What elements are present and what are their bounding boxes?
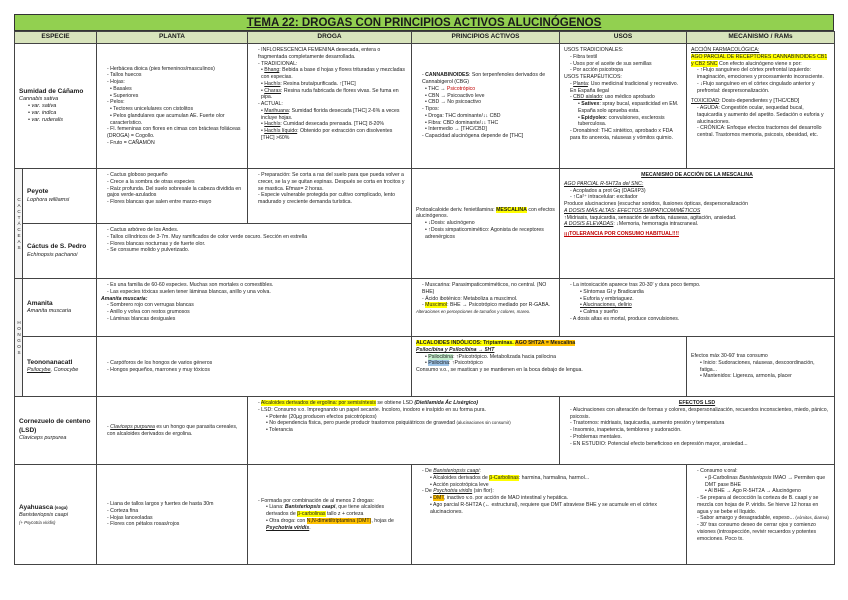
list-item [578,115,682,129]
list-item: • Potente (20µg producen efectos psicotrópicos) [266,414,555,421]
pa-ayahuasca [412,465,687,565]
planta-sanpedro [97,224,412,279]
especie-name-line [19,504,92,512]
usos-cornezuelo [560,397,835,465]
text: Liana: [269,504,285,511]
highlight: DMT [433,495,444,501]
drug-table [14,31,835,565]
text: (Dietilamida Ác Lisérgico) [414,400,479,406]
text: Psychotria viridis [433,488,473,495]
list-item: - Formada por combinación de al menos 2 drogas: [258,498,407,505]
text: : Resina bruta/purificada. ↑[THC] [280,80,356,87]
list-item: - Las especies tóxicas suelen tener láminas blancas, anillo y una volva. [107,289,407,296]
list-item: • Alucinaciones, delirio [580,302,830,309]
list-item: - EN ESTUDIO: Potencial efecto beneficioso en depresión mayor, ansiedad... [570,441,830,448]
list-item [425,86,555,93]
term: A DOSIS ELEVADAS [564,221,614,228]
text: : Sumidad florida desecada [THC] 2-6% a veces incluye hojas. [261,107,400,121]
planta-peyote [97,169,248,224]
text: No dependencia física, pero puede producir trastornos psiquiátricos de gravedad [269,420,455,427]
list-item: - Tallos huecos [107,72,243,79]
text: THC → [428,85,447,92]
list-item: • Euforia y embriaguez. [580,296,830,303]
text: Efectos máx 30-60' tras consumo [691,353,768,359]
list-item: - Corteza fina [107,508,243,515]
list-item: - CRÓNICA: Enfoque efectos tractornos del desarrollo central. Trastornos memoria, psicosis, obesidad, etc. [697,125,830,139]
text: es un hongo que parasita cereales, con alcaloides derivados de ergolina. [107,423,238,437]
list-item: - Liana de tallos largos y fuertes de hasta 30m [107,501,243,508]
text: , inactivo v.o. por acción de MAO intestinal y hepática. [443,495,569,501]
text: : spray bucal, espasticidad en EM. España solo aprueba esta. [578,101,679,114]
header-row [15,32,835,44]
list-item: - Alucinaciones con alteración de formas y colores, despersonalización, recuerdos inconscientes, miedo, pánico, psicosis. [570,407,830,421]
text: se obtiene LSD [375,400,415,406]
term: CBD aislado [573,94,603,101]
text: (sin flor): [472,488,494,495]
header-droga: DROGA [248,32,412,44]
text: : Obtenido por extracción con disolventes [THC] >60% [261,128,393,141]
list-item: - TRADICIONAL: [258,61,407,68]
highlight: ALCALOIDES INDÓLICOS: Triptaminas. [416,340,515,346]
text: : ↑Psicotrópico. Metabolizada hacia psilocina [453,353,557,360]
text: , Conocybe [50,367,79,374]
note: (vómitos, diarrea) [795,515,829,521]
droga-canamo [248,44,412,169]
list-item: - Cactus arbóreo de los Andes. [107,227,407,234]
list-item [261,108,407,122]
text: No psicoactivo [447,99,482,106]
pa-cornezuelo [248,397,560,465]
section-label: ACCIÓN FARMACOLÓGICA: [691,47,760,53]
list-item: - INFLORESCENCIA FEMENINA desecada, entera o fragmentada completamente desarrollada. [258,47,407,61]
term: Planta [573,80,588,87]
list-item: - Anillo y volva con restos grumosos [107,309,407,316]
highlight: Psilocina [428,360,450,367]
list-item: - Flores blancas que salen entre marzo-mayo [107,199,243,206]
list-item [261,81,407,88]
list-item: - Tipos: [422,106,555,113]
text: Banisteriopsis [739,474,772,481]
highlight: MESCALINA [496,206,527,213]
list-item: - ↑Ca²⁺ intracelular: excitador [570,194,830,201]
header-usos: USOS [560,32,687,44]
list-item [425,93,555,100]
warning: ¡¡¡TOLERANCIA POR CONSUMO HABITUAL!!!! [564,231,679,237]
text: Produce alucinaciones (escuchar sonidos, ilusiones ópticas, despersonalización [564,201,748,207]
note: Alteraciones en percepciones de tamaños y colores, mareo. [416,309,531,314]
list-item: - Fibra textil [570,54,682,61]
list-item: - LSD: Consumo v.o. Impregnando un papel secante. Incoloro, inodoro e insípido en su forma pura. [258,407,555,414]
list-item [422,302,555,309]
text: De [425,468,434,474]
section-label: USOS TRADICIONALES: [564,47,624,53]
row-canamo [15,44,835,169]
highlight: β-carbolinas [297,511,326,518]
highlight: Alcaloides derivados de ergolina: por semisíntesis [260,400,376,406]
var-item: • var. ruderalis [28,117,92,124]
list-item: - Crece a la sombra de otras especies [107,179,243,186]
list-item: - Fruto = CAÑAMÓN [107,140,243,147]
group-cactaceas: CACTÁCEAS [15,169,23,279]
list-item: • Intermedio → [THC/CBD] [425,126,555,133]
planta-canamo [97,44,248,169]
text: : Dosis-dependientes y [THC/CBD] [719,98,800,105]
planta-ayahuasca [97,465,248,565]
especie-sanpedro [23,224,97,279]
term: Hachís líquido [264,128,298,134]
list-item [261,88,407,102]
list-item: • Pelos glandulares que acumulan AE. Fuerte olor característico. [110,113,243,127]
mec-mescalina [560,169,835,279]
list-item: • Fibra: CBD dominante/↓↓ THC [425,120,555,127]
text: Con efecto alucinógeno viene x por: [717,60,802,67]
text: Psilocibina y Psilocibina → 5HT [416,346,495,353]
especie-cornezuelo [15,397,97,465]
especie-peyote [23,169,97,224]
text: , hojas de [371,517,394,524]
list-item: - ↓Flujo sanguíneo en el córtex cingulado anterior y prefrontal: desprersonalización. [697,81,830,95]
especie-sci: Cannabis sativa [19,95,59,102]
list-item [107,424,243,438]
list-item: - Es una familia de 60-60 especies. Muchas son mortales o comestibles. [107,282,407,289]
text: : Cumidad desecada prensada. [THC] 8-20% [280,121,384,128]
especie-sci: Amanita muscaria [27,308,72,315]
mec-teonanacatl [687,337,835,397]
term: Claviceps purpurea [110,423,155,430]
list-item: - 30' tras consumo deseo de cerrar ojos y comienzo visiones (introspección, revivir recuerdos y potentes emociones. Poco tx. [697,522,830,542]
text: Sabor amargo y desagradable, espeso... [700,515,794,522]
term: CANNABINOIDES [425,72,469,79]
list-item [425,354,682,361]
list-item: - Capacidad alucinógena depende de [THC] [422,133,555,140]
text: Banisteriopsis caapi [433,468,480,474]
list-item: • Ago parcial R-5HT2A (← estructural), requiere que DMT atraviese BHE y se acumule en el córtex alucinaciones. [430,502,682,516]
list-item: - AGUDA: Congestión ocular, sequedad bucal, taquicardia y aumento del apetito. Sedación o euforia y alucinaciones. [697,105,830,125]
especie-name: Cáctus de S. Pedro [27,243,87,251]
list-item: - Ácido iboténico: Metaboliza a muscimol. [422,296,555,303]
especie-name: Ayahuasca [19,503,54,511]
list-item: • Acción psicotrópica leve [430,482,682,489]
list-item [261,67,407,81]
header-principios: PRINCIPIOS ACTIVOS [412,32,560,44]
planta-teonanacatl [97,337,412,397]
list-item [266,504,407,518]
especie-name: (LSD) [19,426,37,434]
text: : Bebida a base d hojas y flores trituradas y mezcladas con especias. [261,67,405,80]
especie-sci: (+ Psycotria viridis) [19,519,56,525]
list-item: - Sombrero rojo con verrugas blancas [107,302,407,309]
especie-teonanacatl [23,337,97,397]
list-item: • Droga: THC dominante/↓↓ CBD [425,113,555,120]
list-item [705,475,830,489]
pa-amanita [412,279,560,337]
text: Psicotrópico [446,85,476,92]
row-cornezuelo [15,397,835,465]
list-item: • Tectores unicelulares con cistolitos [110,106,243,113]
list-item: - Problemas mentales. [570,434,830,441]
list-item [430,475,682,482]
especie-sci: Banisteriopsis caapi [19,512,68,519]
list-item: - ↑Flujo sanguíneo del córtex prefrontal izquierdo: imaginación, emociones y procesamiento inconsciente. [697,67,830,81]
highlight: AGO PARCIAL DE RECEPTORES CANNABINOIDES CB1 y CB2 SNC [691,53,828,67]
list-item: - Láminas blancas desiguales [107,316,407,323]
term: Epidyolex [581,114,606,121]
planta-cornezuelo [97,397,248,465]
highlight: AGO 5HT2A = Mescalina [514,340,576,346]
list-item: • Superiores [110,93,243,100]
pa-text [416,207,555,221]
mec-canamo [687,44,835,169]
section-label: MECANISMO DE ACCIÓN DE LA MESCALINA [641,172,753,178]
text: : convulsiones, esclerosis tuberculosa. [578,114,665,128]
list-item: • Síntomas GI y Bradicardia [580,289,830,296]
especie-name: Peyote [27,188,49,196]
list-item: - Acoplados a prot Gq (DAG/IP3) [570,188,830,195]
tag: (soga) [54,504,68,510]
text: : BHE → Psicotrópico mediado por R-GABA. [447,302,551,309]
list-item: - Trastornos: midriasis, taquicardia, aumento presión y temperatura [570,420,830,427]
list-item: - Herbácea dioica (pies femeninos/masculinos) [107,66,243,73]
list-item: - Se consume molido y pulverizado. [107,247,407,254]
term: TOXICIDAD [691,98,720,105]
section-label: A DOSIS MÁS ALTAS: EFECTOS SIMPATICOMIMÉTICOS [564,207,701,214]
section-label: Amanita muscaria: [101,295,148,302]
list-item: - Fl. femeninas con flores en cimas con brácteas foliáceas (DROGA) = Cogollo. [107,126,243,140]
var-item: • var. sativa [28,103,92,110]
text: , que tiene alcaloides derivados de [266,504,385,518]
droga-ayahuasca [248,465,412,565]
list-item: - A dosis altas es mortal, produce convulsiones. [570,316,830,323]
var-item: • var. indica [28,110,92,117]
list-item: - Flores blancas nocturnas y de fuerte olor. [107,241,407,248]
list-item: • Mantenidos: Ligereza, armonía, placer [700,373,830,380]
term: Hachís [264,121,281,128]
text: IMAO → Permiten que DMT pase BHE [705,474,826,488]
term: Sativex [581,101,600,107]
list-item: - ACTUAL: [258,101,407,108]
mec-text [691,54,830,68]
term: Charas [264,87,281,94]
list-item: - Flores con pétalos rosas/rojos [107,521,243,528]
group-hongos: HONGOS [15,279,23,397]
text: Psychotria viridis [266,524,310,531]
text: : [479,468,481,474]
usos-amanita [560,279,835,337]
list-item: - Se prepara al decocción la corteza de B. caapi y se mezcla con hojas de P. viridis. Se hierve 12 horas en agua y se bebe el líquido. [697,495,830,515]
header-mecanismo: MECANISMO / RAMs [687,32,835,44]
text: con efectos alucinógenos. [416,206,555,220]
page-title: TEMA 22: DROGAS CON PRINCIPIOS ACTIVOS ALUCINÓGENOS [14,14,834,31]
text: CBN → [428,92,448,99]
especie-name: Teononanacatl [27,358,73,366]
especie-sci: Echinopsis pachanoi [27,251,78,258]
text: β-Carbolinas [708,474,740,481]
text: : Son terpenfenoles derivados de Cannabigerol (CBG) [422,72,546,85]
row-teonanacatl [15,337,835,397]
especie-amanita [23,279,97,337]
list-item: - Tallos cilíndricos de 3-7m. Muy ramificados de color verde oscuro. Sección en estrella [107,234,407,241]
list-item [261,121,407,128]
list-item [425,99,555,106]
pa-teonanacatl [412,337,687,397]
list-item: - Hongos pequeños, marrones y muy tóxicos [107,367,407,374]
text: Banisteriopsis caapi [284,504,336,511]
text: Psicoactivo leve [447,92,485,99]
especie-canamo [15,44,97,169]
list-item [697,515,830,522]
list-item: - Usos por el aceite de sus semillas [570,61,682,68]
list-item: - Hojas lanceoladas [107,515,243,522]
list-item [422,72,555,86]
especie-sci [27,367,92,374]
text: Psilocybe [27,367,51,374]
tox-line [691,98,830,105]
list-item: - Insomnio, inapetencia, temblores y sudoración. [570,427,830,434]
highlight: N,N-dimetiltriptamina (DMT) [306,517,372,524]
list-item: - Carpóforos de los hongos de varios géneros [107,360,407,367]
pa-title [416,340,682,347]
list-item [422,468,682,475]
row-peyote [15,169,835,224]
especie-name: Amanita [27,299,53,307]
text: : uso médico aprobado [602,94,655,101]
list-item: - Muscarina: Parasimpaticomiméticos, no central. (NO BHE) [422,282,555,296]
header-especie: ESPECIE [15,32,97,44]
text: : Uso medicinal tradicional y recreativo. En España ilegal [570,80,679,94]
section-label: EFECTOS LSD [678,400,716,406]
highlight: Psilocibina [428,353,454,360]
list-item: - Preparación: Se corta a ras del suelo para que pueda volver a crecer, se la y se quitan espinas. Después se corta en trocitos y se mastica. Efmax= 2 horas. [258,172,407,192]
text: Consumo v.o., se mastican y se mantienen en la boca debajo de lengua. [416,367,583,373]
especie-name: Sumidad de Cáñamo [19,87,84,95]
term: Marihuana [264,107,289,114]
text: Alcaloides derivados de [432,474,490,481]
list-item [266,518,407,532]
list-item: • ↓Dosis: alucinógeno [425,220,555,227]
list-item: - Dronabinol: THC sintético, aprobado x FDA para tto anorexia, náuseas y vómitos quimio. [570,128,682,142]
text: . [309,524,311,531]
list-item: • Inicio: Sudoraciones, náuseas, descoordinación, fatiga... [700,360,830,374]
list-item: • Al BHE → Ago R-5HT2A → Alucinógeno [705,488,830,495]
section-label: USOS TERAPÉUTICOS: [564,74,622,80]
planta-amanita [97,279,412,337]
note: (alucinaciones sin consumir) [456,420,511,426]
text: : Resina ruda fabricada de flores vivas. Se fuma en pipa. [261,87,399,101]
dosis-elev [564,221,830,228]
droga-peyote [248,169,412,224]
list-item: - Cactus globoso pequeño [107,172,243,179]
usos-canamo [560,44,687,169]
text: : ↑Psicotrópico [449,360,483,367]
list-item: - Por acción psicotropa [570,67,682,74]
list-item [266,420,555,427]
pa-mescalina [412,169,560,279]
especie-sci: Claviceps purpurea [19,435,67,442]
header-planta: PLANTA [97,32,248,44]
list-item: - Raíz profunda. Del suelo sobresale la cabeza dividida en gajos verde-azulados [107,186,243,200]
text: De [425,488,434,495]
row-ayahuasca [15,465,835,565]
term: Hachís [264,80,281,87]
var-list [19,103,92,124]
text: : harmina, harmalina, harmol... [518,474,590,481]
text: ↑Midriasis, taquicardia, sensación de asfixia, náuseas, agitación, ansiedad. [564,214,737,221]
list-item [258,400,555,407]
mec-ayahuasca [687,465,835,565]
list-item: • Calma y sueño [580,309,830,316]
row-amanita [15,279,835,337]
list-item [570,94,682,101]
list-item [430,495,682,502]
highlight: Muscimol [425,302,448,309]
list-item: • ↑Dosis simpaticomimético: Agonista de receptores adrenérgicos [425,227,555,241]
list-item [261,128,407,142]
pa-canamo [412,44,560,169]
especie-sci: Lophora williamsi [27,196,70,203]
text: Otra droga: con [269,517,307,524]
list-item: - Especie vulnerable protegida por cultivo complicado, lento madurado y creciente demanda turística. [258,192,407,206]
list-item: - Consumo v.oral: [697,468,830,475]
list-item: • Tolerancia [266,427,555,434]
text: CBD → [428,99,448,106]
term: Bhang [264,67,280,74]
especie-name: Cornezuelo de centeno [19,418,91,426]
list-item [425,360,682,367]
text: tallo z + corteza [325,511,364,518]
list-item [578,101,682,115]
list-item: - Hojas: [107,79,243,86]
list-item [570,81,682,95]
text: : ↓Memoria, hemorragia intracraneal. [613,221,699,228]
list-item [422,488,682,495]
list-item: - Pelos: [107,99,243,106]
especie-ayahuasca [15,465,97,565]
text: Protoalcaloide deriv. fenietilamina: [416,206,497,213]
highlight: β-Carbolinas [489,474,519,481]
section-label: AGO PARCIAL R-5HT2a del SNC: [564,180,644,187]
list-item: • Basales [110,86,243,93]
list-item: - La intoxicación aparece tras 20-30' y dura poco tiempo. [570,282,830,289]
